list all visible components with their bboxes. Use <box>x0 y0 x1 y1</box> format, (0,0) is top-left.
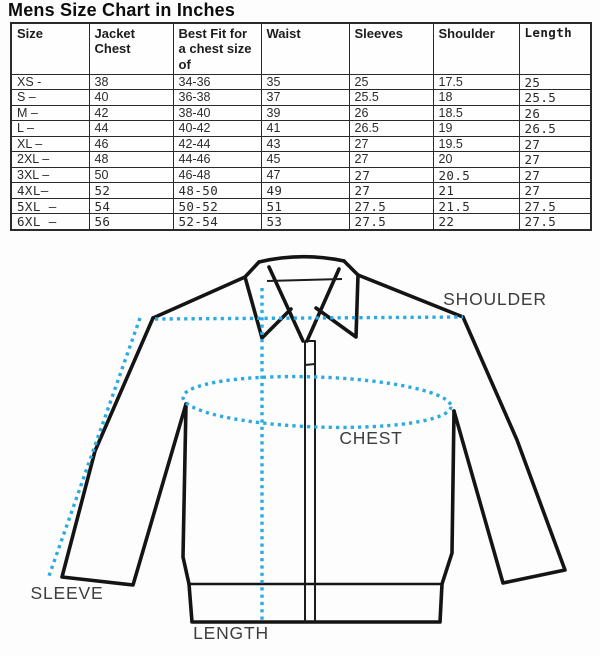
table-cell: 27 <box>349 183 433 199</box>
table-cell: 44 <box>89 121 173 137</box>
sleeve-measure-line <box>49 318 140 576</box>
table-cell: 37 <box>261 90 349 106</box>
table-cell: 27.5 <box>349 214 433 230</box>
table-cell: 54 <box>89 198 173 214</box>
table-cell: 19.5 <box>433 136 519 152</box>
table-cell: 38-40 <box>173 105 261 121</box>
column-header: Sleeves <box>349 23 433 74</box>
table-cell: 20 <box>433 152 519 168</box>
table-cell: 19 <box>433 121 519 137</box>
table-cell: 40 <box>89 90 173 106</box>
table-cell: 56 <box>89 214 173 230</box>
table-cell: S – <box>11 90 89 106</box>
column-header: Jacket Chest <box>89 23 173 74</box>
table-cell: 42-44 <box>173 136 261 152</box>
table-cell: 39 <box>261 105 349 121</box>
table-cell: 38 <box>89 74 173 90</box>
table-cell: 26 <box>519 105 591 121</box>
table-cell: 20.5 <box>433 167 519 183</box>
table-cell: 48-50 <box>173 183 261 199</box>
table-row <box>11 90 591 106</box>
jacket-outline <box>62 257 565 622</box>
table-cell: 46-48 <box>173 167 261 183</box>
table-cell: 48 <box>89 152 173 168</box>
table-cell: 52 <box>89 183 173 199</box>
column-header: Length <box>519 23 591 74</box>
chest-label: CHEST <box>339 428 403 448</box>
table-cell: 45 <box>261 152 349 168</box>
table-cell: 41 <box>261 121 349 137</box>
table-cell: 27 <box>349 167 433 183</box>
table-cell: 46 <box>89 136 173 152</box>
column-header: Size <box>11 23 89 74</box>
table-cell: 53 <box>261 214 349 230</box>
table-row <box>11 183 591 199</box>
table-cell: 6XL – <box>11 214 89 230</box>
table-row <box>11 136 591 152</box>
table-cell: 42 <box>89 105 173 121</box>
table-cell: 50-52 <box>173 198 261 214</box>
jacket-zipper <box>267 279 342 622</box>
table-cell: 25.5 <box>349 90 433 106</box>
table-cell: 50 <box>89 167 173 183</box>
table-cell: 43 <box>261 136 349 152</box>
table-cell: 2XL – <box>11 152 89 168</box>
table-cell: 51 <box>261 198 349 214</box>
table-cell: 26.5 <box>349 121 433 137</box>
shoulder-label: SHOULDER <box>443 289 547 309</box>
table-cell: 26.5 <box>519 121 591 137</box>
table-cell: 27 <box>519 183 591 199</box>
size-chart-table <box>10 22 592 231</box>
length-label: LENGTH <box>193 623 269 643</box>
chest-measure-ellipse <box>182 372 452 431</box>
table-cell: L – <box>11 121 89 137</box>
column-header: Best Fit for a chest size of <box>173 23 261 74</box>
table-cell: 21.5 <box>433 198 519 214</box>
table-cell: 52-54 <box>173 214 261 230</box>
table-cell: 34-36 <box>173 74 261 90</box>
table-cell: 36-38 <box>173 90 261 106</box>
column-header: Shoulder <box>433 23 519 74</box>
table-cell: 27 <box>349 136 433 152</box>
table-cell: 27.5 <box>349 198 433 214</box>
table-row <box>11 198 591 214</box>
table-cell: 25 <box>349 74 433 90</box>
shoulder-measure-line <box>155 317 463 319</box>
table-cell: 18.5 <box>433 105 519 121</box>
table-cell: 27 <box>519 167 591 183</box>
page-title: Mens Size Chart in Inches <box>8 0 236 20</box>
size-chart-body <box>11 74 591 230</box>
table-row <box>11 214 591 230</box>
table-cell: XL – <box>11 136 89 152</box>
table-row <box>11 105 591 121</box>
table-cell: 21 <box>433 183 519 199</box>
jacket-diagram <box>0 246 600 656</box>
table-cell: 35 <box>261 74 349 90</box>
sleeve-label: SLEEVE <box>30 583 104 603</box>
column-header: Waist <box>261 23 349 74</box>
table-cell: 5XL – <box>11 198 89 214</box>
table-cell: 27.5 <box>519 198 591 214</box>
table-row <box>11 74 591 90</box>
table-cell: 18 <box>433 90 519 106</box>
table-cell: 44-46 <box>173 152 261 168</box>
size-chart-header-row <box>11 23 591 74</box>
table-cell: 26 <box>349 105 433 121</box>
table-cell: 25 <box>519 74 591 90</box>
table-cell: 3XL – <box>11 167 89 183</box>
table-cell: 27 <box>349 152 433 168</box>
table-row <box>11 167 591 183</box>
table-row <box>11 152 591 168</box>
table-cell: 25.5 <box>519 90 591 106</box>
table-cell: 17.5 <box>433 74 519 90</box>
table-cell: 22 <box>433 214 519 230</box>
table-cell: 27 <box>519 136 591 152</box>
table-cell: 40-42 <box>173 121 261 137</box>
table-cell: 49 <box>261 183 349 199</box>
table-cell: XS - <box>11 74 89 90</box>
table-cell: 47 <box>261 167 349 183</box>
table-cell: 4XL– <box>11 183 89 199</box>
table-row <box>11 121 591 137</box>
table-cell: 27 <box>519 152 591 168</box>
table-cell: M – <box>11 105 89 121</box>
table-cell: 27.5 <box>519 214 591 230</box>
